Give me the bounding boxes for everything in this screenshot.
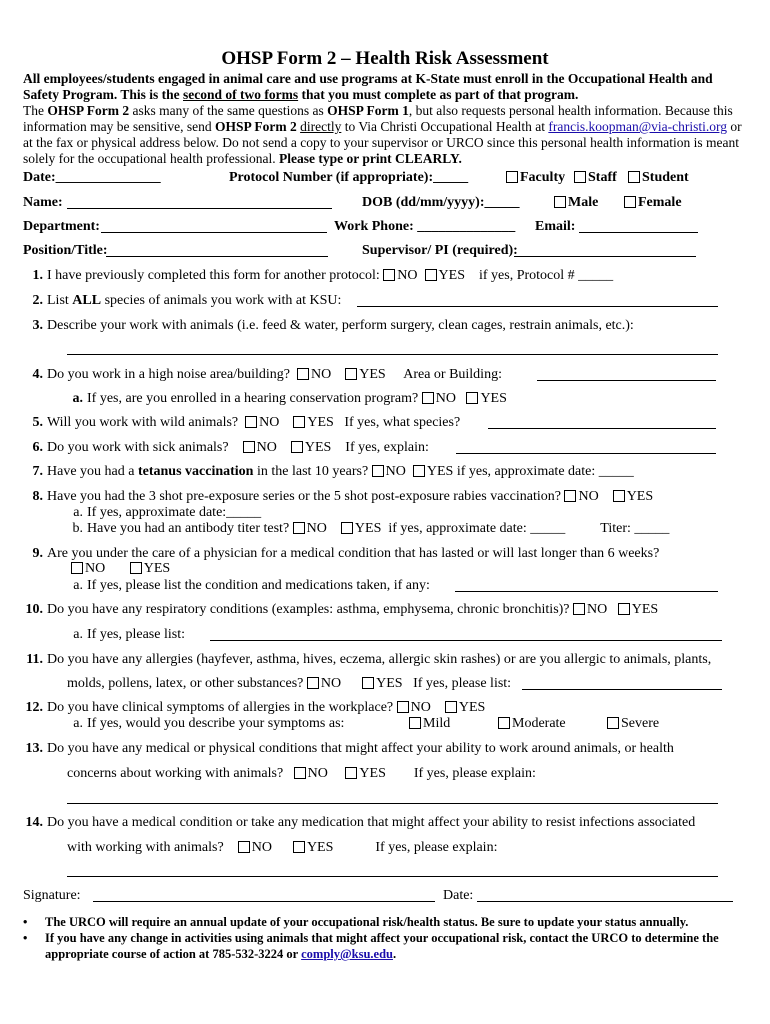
q11-no-checkbox[interactable] — [307, 677, 319, 689]
supervisor-field[interactable] — [514, 256, 696, 257]
name-field[interactable] — [67, 208, 332, 209]
q14-explain-field[interactable] — [67, 876, 718, 877]
signature-field[interactable] — [93, 901, 435, 902]
q11-list-field[interactable] — [522, 689, 722, 690]
question-11-line2: molds, pollens, latex, or other substances? NO YES If yes, please list: — [67, 676, 512, 691]
question-6: 6. Do you work with sick animals? NO YES If yes, explain: — [32, 440, 429, 455]
protocol-number-label[interactable]: Protocol Number (if appropriate):_____ — [229, 170, 469, 185]
q9a-conditions-field[interactable] — [455, 591, 718, 592]
staff-option[interactable]: Staff — [574, 170, 617, 186]
question-14: 14. Do you have a medical condition or take any medication that might affect your ability to resist infections associated — [25, 815, 696, 830]
q4-yes-checkbox[interactable] — [345, 368, 357, 380]
question-1: 1. I have previously completed this form for another protocol: NO YES if yes, Protocol # _____ — [32, 268, 614, 283]
q5-species-field[interactable] — [488, 428, 716, 429]
q4a-yes-checkbox[interactable] — [466, 392, 478, 404]
question-9: 9. Are you under the care of a physician for a medical condition that has lasted or will last longer than 6 weeks? — [32, 546, 660, 561]
q6-no-checkbox[interactable] — [243, 441, 255, 453]
question-10: 10. Do you have any respiratory conditions (examples: asthma, emphysema, chronic bronchitis)? NO YES — [25, 602, 659, 617]
q11-yes-checkbox[interactable] — [362, 677, 374, 689]
q14-yes-checkbox[interactable] — [293, 841, 305, 853]
mild-checkbox[interactable] — [409, 717, 421, 729]
q6-yes-checkbox[interactable] — [291, 441, 303, 453]
q10a-list-field[interactable] — [210, 640, 722, 641]
q3-description-field[interactable] — [67, 354, 718, 355]
department-field[interactable] — [101, 232, 327, 233]
q14-no-checkbox[interactable] — [238, 841, 250, 853]
question-11: 11. Do you have any allergies (hayfever, asthma, hives, eczema, allergic skin rashes) or are you allergic to animals, plants, — [26, 652, 712, 667]
q4a-no-checkbox[interactable] — [422, 392, 434, 404]
severe-option[interactable]: Severe — [607, 716, 659, 732]
q9-no-checkbox[interactable] — [71, 562, 83, 574]
comply-email-link[interactable]: comply@ksu.edu — [301, 947, 393, 961]
question-9a: a. If yes, please list the condition and medications taken, if any: — [73, 578, 430, 593]
signature-label: Signature: — [23, 888, 81, 903]
severe-checkbox[interactable] — [607, 717, 619, 729]
email-label: Email: — [535, 219, 576, 234]
privacy-notice: The OHSP Form 2 asks many of the same questions as OHSP Form 1, but also requests personal health information. Because this information may be sensitive, send OHSP Form 2 directly to Via Christi Occupational Health at francis.koopman@via-christi.org or at the fax or physical address below. Do not send a copy to your supervisor or URCO since this personal health information is meant solely for the occupational health professional. Please type or print CLEARLY. — [23, 103, 742, 166]
faculty-checkbox[interactable] — [506, 171, 518, 183]
q4-building-field[interactable] — [537, 380, 716, 381]
position-label: Position/Title: — [23, 243, 108, 258]
question-4a: a. If yes, are you enrolled in a hearing conservation program? NO YES — [72, 391, 507, 406]
question-12a: a. If yes, would you describe your symptoms as: — [73, 716, 345, 731]
q7-no-checkbox[interactable] — [372, 465, 384, 477]
q10-no-checkbox[interactable] — [573, 603, 585, 615]
faculty-option[interactable]: Faculty — [506, 170, 565, 186]
question-13: 13. Do you have any medical or physical conditions that might affect your ability to work around animals, or health — [25, 741, 674, 756]
student-checkbox[interactable] — [628, 171, 640, 183]
student-option[interactable]: Student — [628, 170, 689, 186]
question-10a: a. If yes, please list: — [73, 627, 185, 642]
q8-yes-checkbox[interactable] — [613, 490, 625, 502]
q8-no-checkbox[interactable] — [564, 490, 576, 502]
supervisor-label: Supervisor/ PI (required): — [362, 243, 518, 258]
question-9-options: NO YES — [71, 561, 170, 577]
q13-no-checkbox[interactable] — [294, 767, 306, 779]
q5-no-checkbox[interactable] — [245, 416, 257, 428]
form-title: OHSP Form 2 – Health Risk Assessment — [221, 48, 549, 69]
q10-yes-checkbox[interactable] — [618, 603, 630, 615]
q4-no-checkbox[interactable] — [297, 368, 309, 380]
department-label: Department: — [23, 219, 100, 234]
q6-explain-field[interactable] — [456, 453, 716, 454]
date-label[interactable]: Date:_______________ — [23, 170, 161, 185]
q1-no-checkbox[interactable] — [383, 269, 395, 281]
footer-bullet-1: • The URCO will require an annual update of your occupational risk/health status. Be sure to update your status annually. — [23, 915, 689, 929]
position-field[interactable] — [106, 256, 328, 257]
question-12: 12. Do you have clinical symptoms of allergies in the workplace? NO YES — [25, 700, 486, 715]
question-5: 5. Will you work with wild animals? NO YES If yes, what species? — [32, 415, 461, 430]
signature-date-field[interactable] — [477, 901, 733, 902]
male-checkbox[interactable] — [554, 196, 566, 208]
work-phone-label[interactable]: Work Phone: ______________ — [334, 219, 516, 234]
email-field[interactable] — [579, 232, 698, 233]
signature-date-label: Date: — [443, 888, 474, 903]
q13-explain-field[interactable] — [67, 803, 718, 804]
q8b-no-checkbox[interactable] — [293, 522, 305, 534]
footer-bullet-2: • If you have any change in activities using animals that might affect your occupational risk, contact the URCO to determine the appropriate course of action at 785-532-3224 or comply@ksu.edu. — [23, 931, 719, 961]
female-option[interactable]: Female — [624, 195, 682, 211]
female-checkbox[interactable] — [624, 196, 636, 208]
question-13-line2: concerns about working with animals? NO YES If yes, please explain: — [67, 766, 536, 781]
name-label: Name: — [23, 195, 63, 210]
question-4: 4. Do you work in a high noise area/building? NO YES Area or Building: — [32, 367, 502, 382]
question-2: 2. List ALL species of animals you work with at KSU: — [32, 293, 342, 308]
question-3: 3. Describe your work with animals (i.e. feed & water, perform surgery, clean cages, restrain animals, etc.): — [32, 318, 634, 333]
question-14-line2: with working with animals? NO YES If yes, please explain: — [67, 840, 498, 855]
q12-no-checkbox[interactable] — [397, 701, 409, 713]
q13-yes-checkbox[interactable] — [345, 767, 357, 779]
moderate-checkbox[interactable] — [498, 717, 510, 729]
q9-yes-checkbox[interactable] — [130, 562, 142, 574]
q7-yes-checkbox[interactable] — [413, 465, 425, 477]
male-option[interactable]: Male — [554, 195, 598, 211]
moderate-option[interactable]: Moderate — [498, 716, 566, 732]
q12-yes-checkbox[interactable] — [445, 701, 457, 713]
question-8b: b. Have you had an antibody titer test? NO YES if yes, approximate date: _____ Titer: _____ — [72, 521, 670, 536]
q1-yes-checkbox[interactable] — [425, 269, 437, 281]
enrollment-notice: All employees/students engaged in animal care and use programs at K-State must enroll in the Occupational Health and Safety Program. This is the second of two forms that you must complete as part of that program. — [23, 71, 713, 102]
mild-option[interactable]: Mild — [409, 716, 450, 732]
dob-label[interactable]: DOB (dd/mm/yyyy):_____ — [362, 195, 520, 210]
question-8a: a. If yes, approximate date:_____ — [73, 505, 262, 520]
intro-text — [23, 71, 743, 167]
q2-species-field[interactable] — [357, 306, 718, 307]
staff-checkbox[interactable] — [574, 171, 586, 183]
email-link-via-christi[interactable]: francis.koopman@via-christi.org — [548, 119, 727, 134]
q5-yes-checkbox[interactable] — [293, 416, 305, 428]
q8b-yes-checkbox[interactable] — [341, 522, 353, 534]
question-7: 7. Have you had a tetanus vaccination in the last 10 years? NO YES if yes, approximate date: _____ — [32, 464, 634, 479]
question-8: 8. Have you had the 3 shot pre-exposure series or the 5 shot post-exposure rabies vaccination? NO YES — [32, 489, 654, 504]
